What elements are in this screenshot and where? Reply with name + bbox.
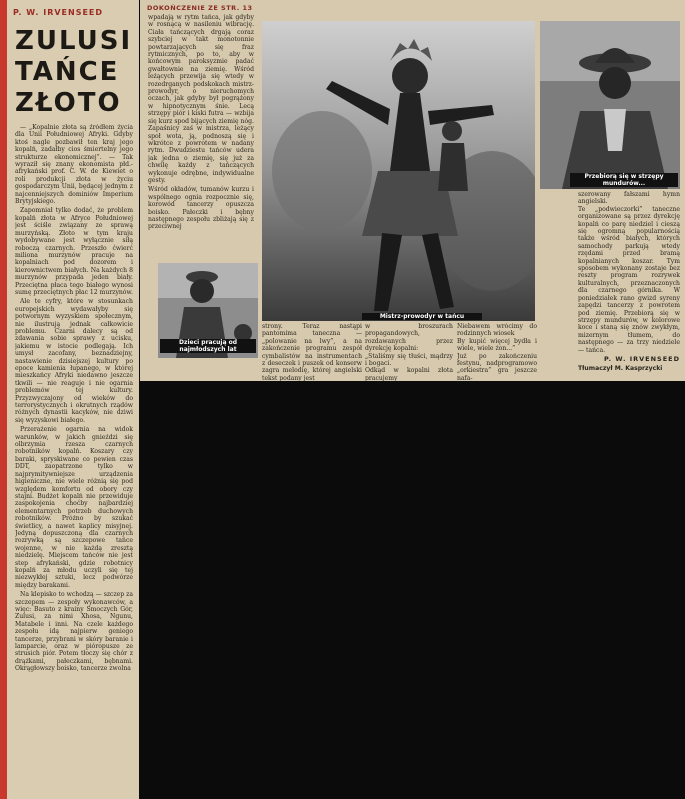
middle-text-column bbox=[148, 14, 254, 264]
bottom-column-2: w broszurach propagandowych, rozdawanych przez dyrekcję kopalni: „Staliśmy się tłuści, mądrzy i bogaci. Odkąd w kopalni złota pracujemy bbox=[365, 323, 453, 381]
article-left-strip bbox=[0, 0, 139, 799]
photo-caption: Mistrz-prowodyr w tańcu bbox=[362, 313, 482, 320]
uniform-photo bbox=[540, 21, 680, 189]
article-title bbox=[15, 26, 133, 119]
byline: P. W. IRVENSEED bbox=[13, 8, 104, 17]
dancer-image bbox=[262, 21, 535, 321]
uniform-man-image bbox=[540, 21, 680, 189]
bottom-column-1: strony. Teraz nastąpi pantomima taneczna — „polowanie na lwy”, a na zakończenie programu zespół cymbalistów na instrumentach z deseczek i puszek od konserw zagra melodię, której angielski tekst podany jest bbox=[262, 323, 362, 381]
paragraph: Ale te cyfry, które w stosunkach europejskich wydawałyby się potwornym wyzyskiem społecznym, nie ilustrują jednak całkowicie problemu. Czarni dalecy są od zdawania sobie sprawy z ucisku, jakiemu w istocie podlegają. Ich umysł zacofany, beznadziejny, nastawienie dzisiejszej kultury po epoce kamienia łupanego, w której mieszkańcy Afryki niedawno jeszcze tkwili — nie reaguje i nie ogarnia problemów tej kultury. Przyzwyczajony od wieków do terrorystycznych i okrutnych rządów różnych dynastii kacyków, nie dziwi się wyzyskowi białego. bbox=[15, 298, 133, 424]
translator-credit: Tłumaczył M. Kasprzycki bbox=[578, 365, 663, 373]
continuation-page bbox=[140, 0, 685, 381]
title-line: ZŁOTO bbox=[15, 88, 122, 118]
bottom-column-3: Niebawem wrócimy do rodzinnych wiosek By kupić więcej bydła i wiele, wiele żon...” Już po zakończeniu festynu, nadprogramowo „orkiestra” gra jeszcze nafa- bbox=[457, 323, 537, 381]
continued-header: DOKOŃCZENIE ZE STR. 13 bbox=[147, 4, 253, 12]
paragraph: Przerażenie ogarnia na widok warunków, w jakich gnieździ się olbrzymia rzesza czarnych robotników kopalń. Koszary czy baraki, spryskiwane co pewien czas DDT, zaopatrzone tylko w najprymitywniejsze urządzenia higieniczne, nie wiele różnią się pod względem komfortu od obory czy stajni. Budżet kopalń nie przewiduje zaspokojenia choćby najbardziej elementarnych potrzeb duchowych robotników. Próżno by szukać świetlicy, a nawet kaplicy misyjnej. Jedyną dopuszczoną dla czarnych rozrywką są szczepowe tańce wojenne, w nie każdą zresztą niedzielę. Miejscem tańców nie jest step afrykański, gdzie robotnicy kopalń za młodu uczyli się tej niezwykłej sztuki, lecz podwórze między barakami. bbox=[15, 426, 133, 589]
paragraph: Zapomniał tylko dodać, że problem kopalń złota w Afryce Południowej jest ściśle związany ze sprawą murzyńską. Złoto w tym kraju wydobywane jest wyłącznie siłą roboczą czarnych. Przeszło ćwierć miliona murzynów pracuje na kopalniach pod dozorem i kierownictwem białych. Na każdych 8 murzynów przypada jeden biały. Przeciętna płaca tego białego wynosi sumę przeciętnych płac 12 murzynów. bbox=[15, 207, 133, 296]
left-text-column bbox=[15, 124, 133, 794]
paragraph: — „Kopalnie złota są źródłem życia dla Unii Południowej Afryki. Gdyby ktoś nagle pozbawił ten kraj jego kopalń, zadałby cios śmiertelny jego strukturze ekonomicznej”. — Tak wyraził się znany ekonomista płd.-afrykański prof. C. W. de Kiewiet o roli produkcji złota w życiu gospodarczym Unii, będącej jednym z najcenniejszych dominiów Imperium Brytyjskiego. bbox=[15, 124, 133, 206]
right-column bbox=[578, 191, 680, 381]
dancer-photo bbox=[262, 21, 535, 321]
paragraph: Na klepisko to wchodzą — szczep za szczepem — zespoły wykonawców, a więc: Basuto z krainy Smoczych Gór, Zulusi, za nimi Xhosa, Ngunu, Matabele i inni. Na czele każdego zespołu idą najpierw geniego tancerze, przybrani w skóry baranie i lamparcie, oraz w pióropusze ze strusich piór. Potem tłoczy się chór z drążkami, pałeczkami, bębnami. Okrągłowszy boisko, tancerze zwolna bbox=[15, 591, 133, 673]
paragraph: Wśród okładów, tumanów kurzu i wspólnego ognia rozpocznie się, korowód tancerzy opuszcza boisko. Pałeczki i bębny następnego zespołu zbliżają się z przeciwnej bbox=[148, 186, 254, 231]
title-line: ZULUSI bbox=[15, 26, 133, 56]
photo-caption: Dzieci pracują od najmłodszych lat bbox=[160, 339, 256, 353]
photo-caption: Przebiorą się w strzępy mundurów... bbox=[570, 173, 678, 187]
children-photo bbox=[158, 263, 258, 358]
red-margin-bar bbox=[0, 0, 7, 799]
paragraph: szerowany fałszami hymn angielski. Te „podwieczorki” taneczne organizowane są przez dyrekcję kopalń co parę niedziel i cieszą się ogromną popularnością także wśród białych, których samochody parkują wtedy rzędami przed bramą kopalnianych koszar. Tym sposobem wykonany zostaje bez reszty program rozrywek kulturalnych, przeznaczonych dla czarnego górnika. W poniedziałek rano gwizd syreny zapędzi tancerzy z powrotem pod ziemię. Przebiorą się w strzępy mundurów, w kolorowe koce i staną się znów zwykłym, mizernym tłumem, do następnego — za trzy niedziele — tańca. bbox=[578, 191, 680, 354]
paragraph: wpadają w rytm tańca, jak gdyby w rosnącą w nasileniu wibrację. Ciała tańczących drgają coraz szybciej w takt monotonnie powtarzających się fraz rytmicznych, po to, aby w końcowym paroksyzmie padać gwałtownie na ziemię. Wśród leżących przewija się wtedy w rozedrganych podskokach mistrz-prowodyr, o nieruchomych oczach, jak gdyby był pogrążony w hipnotycznym śnie. Lecą strzępy piór i kiski futra — wzbija się kurz spod bijących ziemię nóg. Zapaśnicy zaś w mistrza, leżący społ wota, ją, podnoszą się i wkrótce z powrotem w nadany rytm. Dwudziestu tańców udera jak jedna o ziemię, się już za chwilę każdy z tańczących wykonuje odrębne, indywidualne gesty. bbox=[148, 14, 254, 184]
title-line: TAŃCE bbox=[15, 57, 120, 87]
signature: P. W. IRVENSEED bbox=[604, 354, 680, 363]
